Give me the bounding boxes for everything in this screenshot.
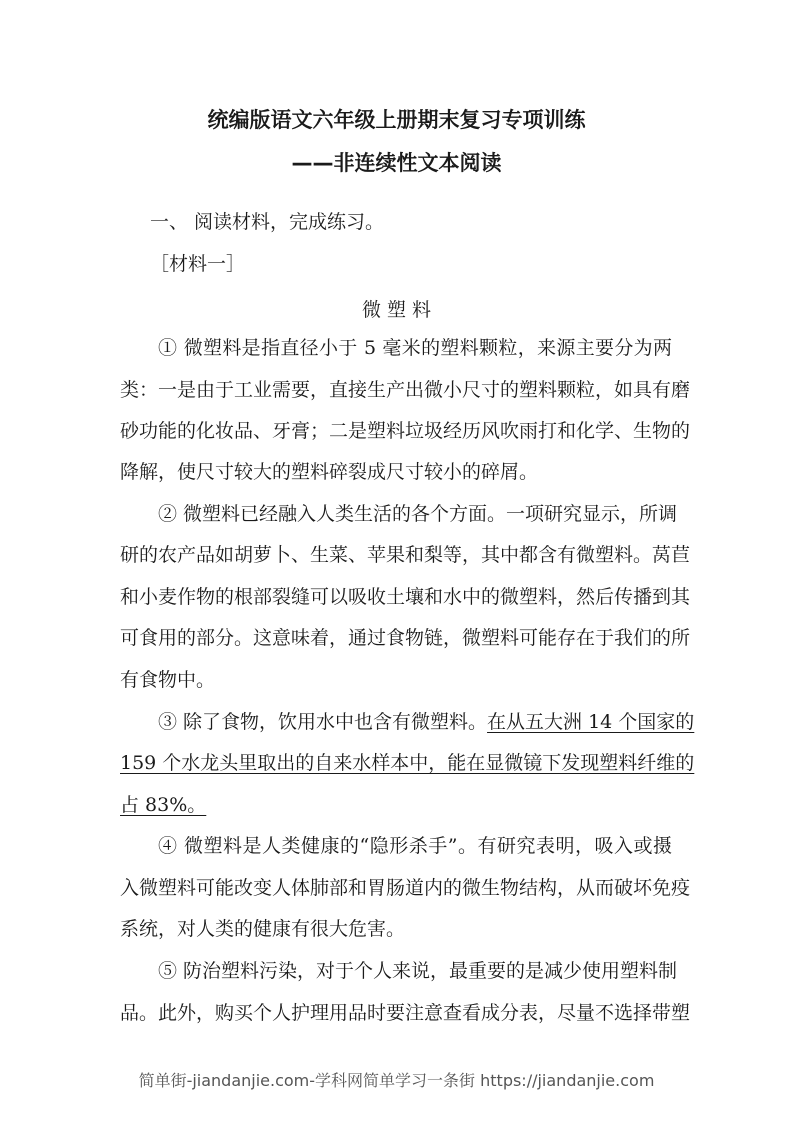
paragraph-line: 和小麦作物的根部裂缝可以吸收土壤和水中的微塑料，然后传播到其 xyxy=(120,586,691,608)
underlined-text: 占 83%。 xyxy=(120,794,207,816)
paragraph-line: ⑤ 防治塑料污染，对于个人来说，最重要的是减少使用塑料制 xyxy=(158,960,678,982)
paragraph-line: 研的农产品如胡萝卜、生菜、苹果和梨等，其中都含有微塑料。莴苣 xyxy=(120,544,691,566)
section-heading: 一、 阅读材料，完成练习。 xyxy=(150,211,385,233)
paragraph-line: 可食用的部分。这意味着，通过食物链，微塑料可能存在于我们的所 xyxy=(120,627,691,649)
document-subtitle: ——非连续性文本阅读 xyxy=(291,151,502,175)
paragraph-line: 降解，使尺寸较大的塑料碎裂成尺寸较小的碎屑。 xyxy=(120,461,539,483)
underlined-line xyxy=(120,793,672,817)
plain-text: ③ 除了食物，饮用水中也含有微塑料。 xyxy=(158,711,488,733)
document-title: 统编版语文六年级上册期末复习专项训练 xyxy=(207,108,586,132)
paragraph-line: 砂功能的化妆品、牙膏；二是塑料垃圾经历风吹雨打和化学、生物的 xyxy=(120,420,691,442)
paragraph-line xyxy=(158,710,695,734)
paragraph-line: 品。此外，购买个人护理用品时要注意查看成分表，尽量不选择带塑 xyxy=(120,1002,691,1024)
underlined-line: 159 个水龙头里取出的自来水样本中，能在显微镜下发现塑料纤维的 xyxy=(120,752,695,774)
paragraph-line: 类：一是由于工业需要，直接生产出微小尺寸的塑料颗粒，如具有磨 xyxy=(120,379,691,401)
underlined-text: 在从五大洲 14 个国家的 xyxy=(487,711,695,733)
page-footer: 简单街-jiandanjie.com-学科网简单学习一条街 https://jiandanjie.com xyxy=(138,1071,655,1090)
paragraph-line: 有食物中。 xyxy=(120,669,216,691)
paragraph-line: 入微塑料可能改变人体肺部和胃肠道内的微生物结构，从而破坏免疫 xyxy=(120,877,691,899)
paragraph-line: ① 微塑料是指直径小于 5 毫米的塑料颗粒，来源主要分为两 xyxy=(158,337,672,359)
article-title: 微 塑 料 xyxy=(361,299,432,321)
paragraph-line: 系统，对人类的健康有很大危害。 xyxy=(120,918,406,940)
paragraph-line: ② 微塑料已经融入人类生活的各个方面。一项研究显示，所调 xyxy=(158,503,678,525)
material-label: ［材料一］ xyxy=(150,253,246,275)
paragraph-line: ④ 微塑料是人类健康的“隐形杀手”。有研究表明，吸入或摄 xyxy=(158,835,672,857)
